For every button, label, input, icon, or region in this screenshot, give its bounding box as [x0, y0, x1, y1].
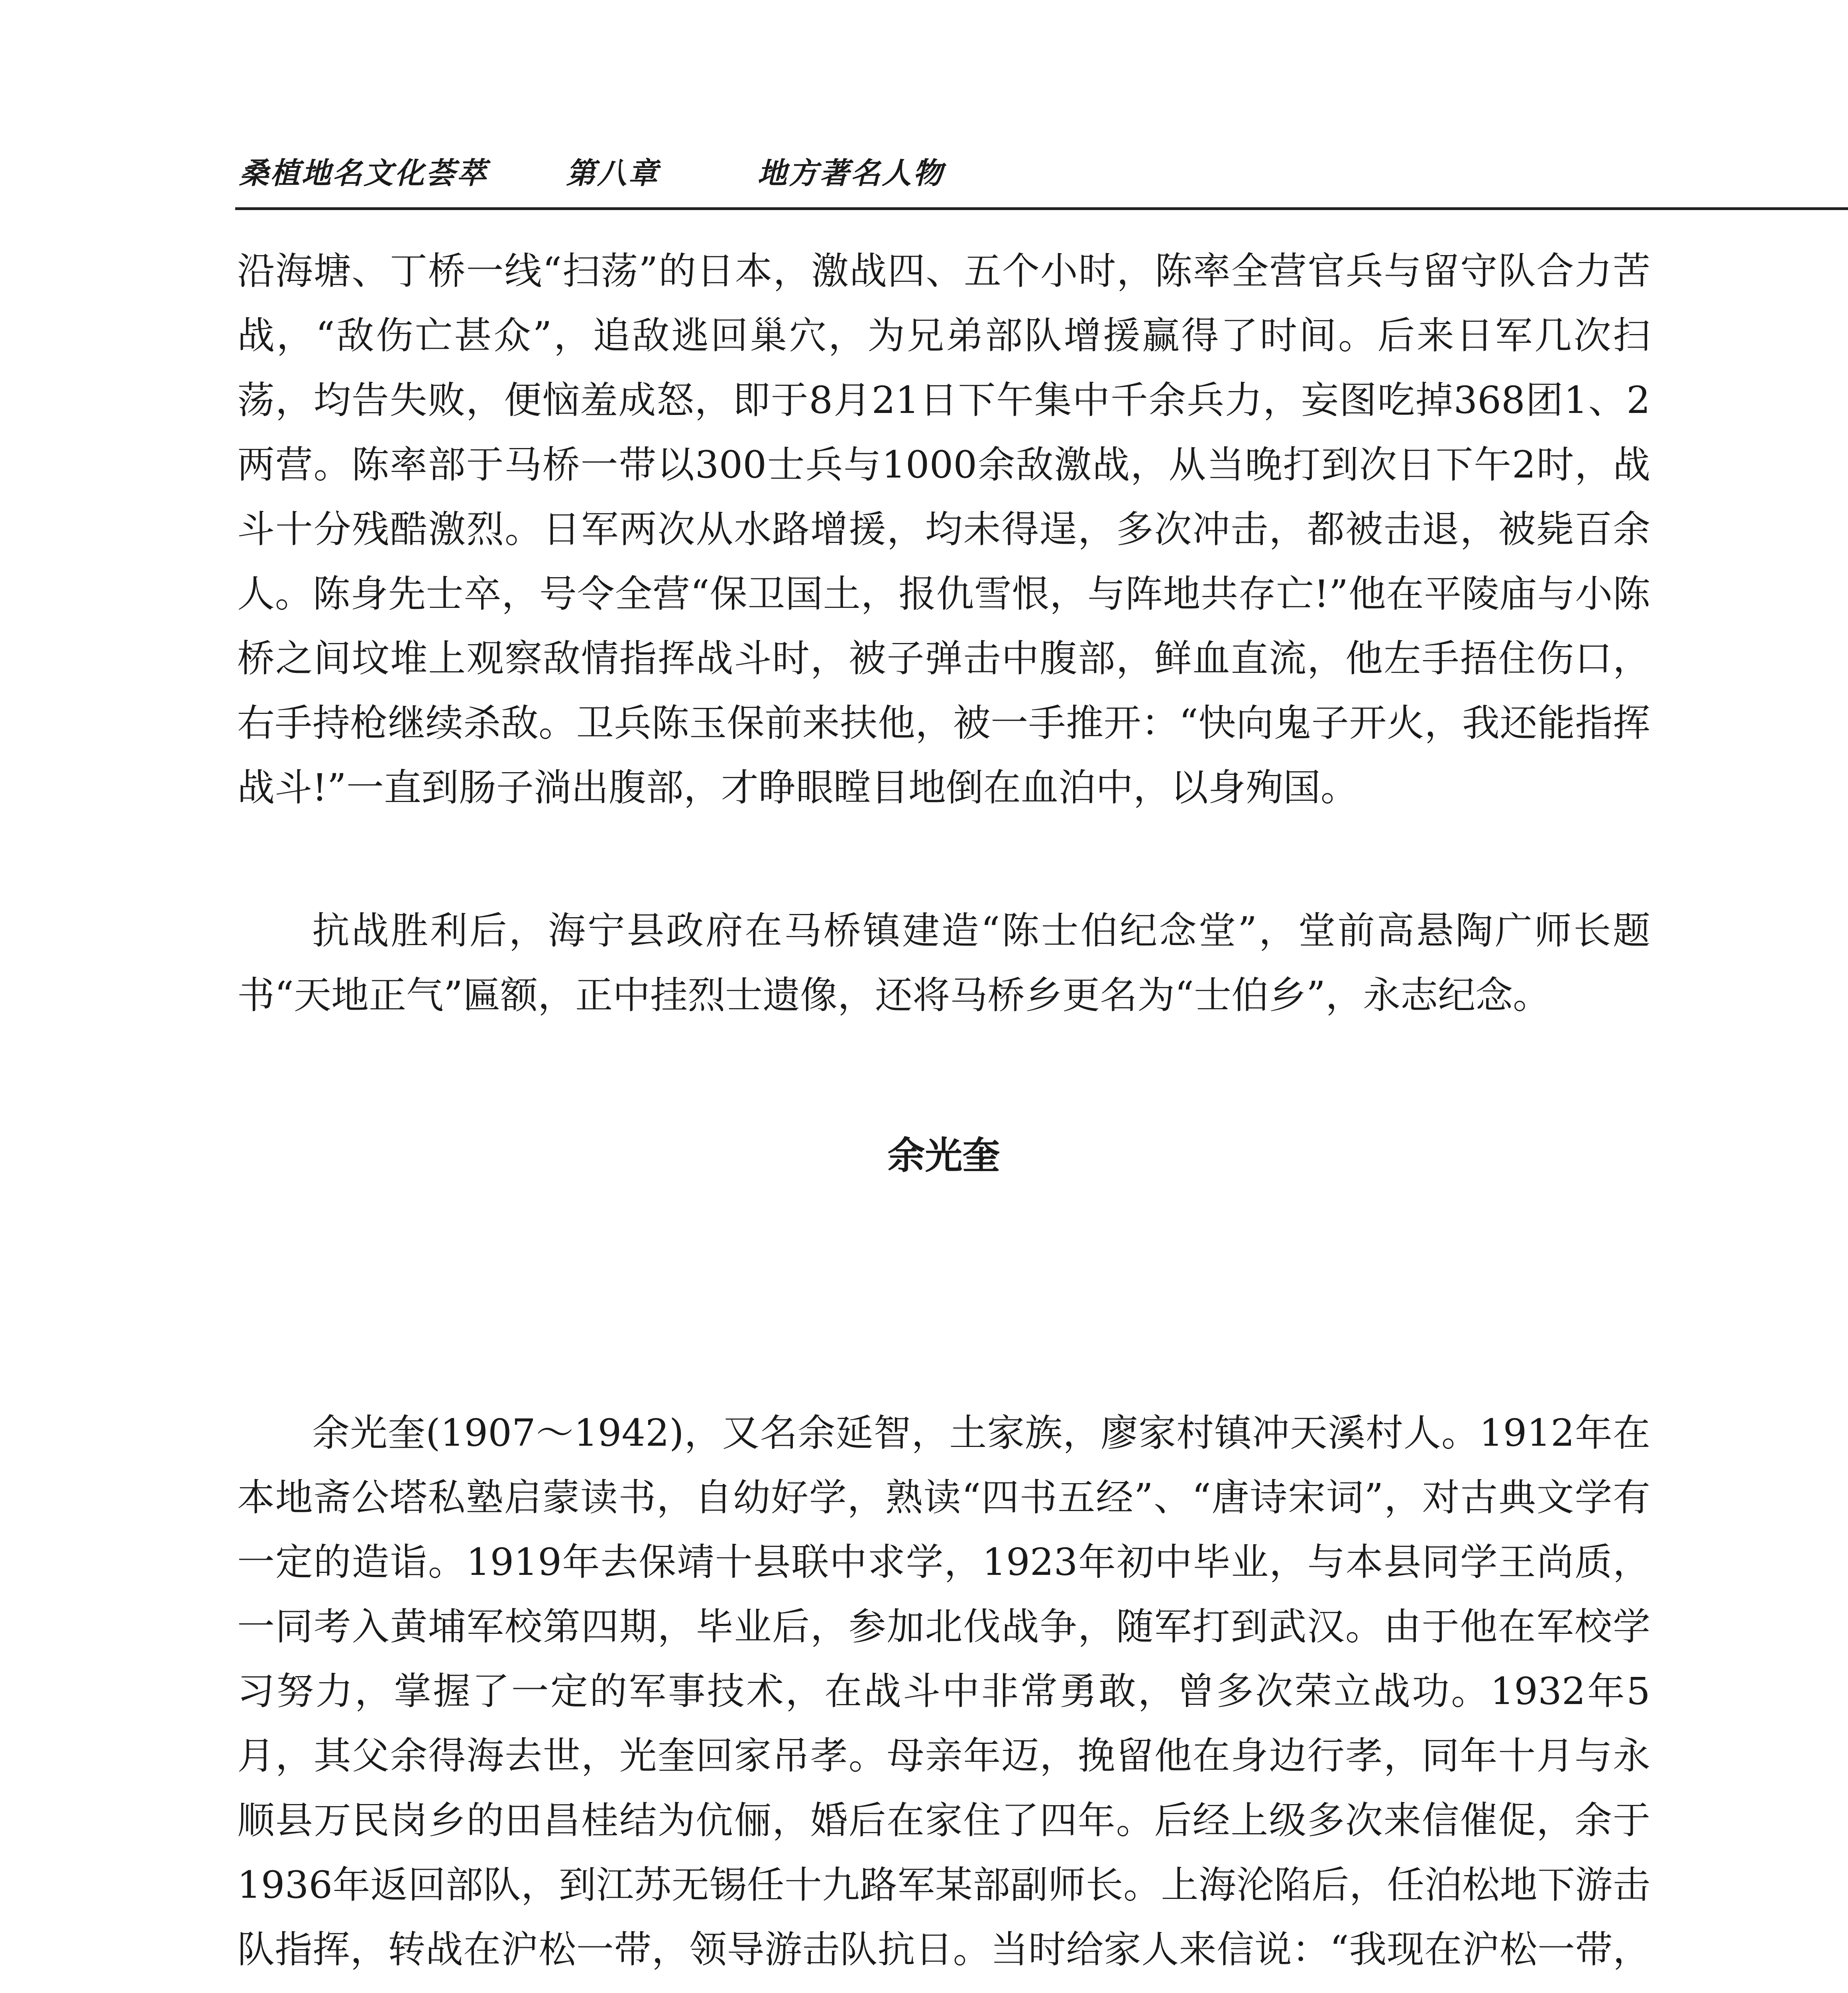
header-chapter: 第八章	[566, 156, 659, 191]
header-divider	[235, 207, 1848, 210]
section-heading: 余光奎	[887, 1134, 1000, 1177]
header-section-title: 地方著名人物	[757, 156, 944, 191]
body-paragraph-biography: 余光奎(1907～1942)，又名余延智，土家族，廖家村镇冲天溪村人。1912年在本地斋公塔私塾启蒙读书，自幼好学，熟读“四书五经”、“唐诗宋词”，对古典文学有一定的造诣。1919年去保靖十县联中求学，1923年初中毕业，与本县同学王尚质，一同考入黄埔军校第四期，毕业后，参加北伐战争，随军打到武汉。由于他在军校学习努力，掌握了一定的军事技术，在战斗中非常勇敢，曾多次荣立战功。1932年5月，其父余得海去世，光奎回家吊孝。母亲年迈，挽留他在身边行孝，同年十月与永顺县万民岗乡的田昌桂结为伉俪，婚后在家住了四年。后经上级多次来信催促，余于1936年返回部队，到江苏无锡任十九路军某部副师长。上海沦陷后，任泊松地下游击队指挥，转战在沪松一带，领导游击队抗日。当时给家人来信说：“我现在沪松一带，	[237, 1411, 1650, 1971]
header-book-title: 桑植地名文化荟萃	[239, 156, 488, 191]
body-paragraph-memorial: 抗战胜利后，海宁县政府在马桥镇建造“陈士伯纪念堂”，堂前高悬陶广师长题书“天地正气”匾额，正中挂烈士遗像，还将马桥乡更名为“士伯乡”，永志纪念。	[237, 909, 1650, 1017]
body-paragraph-continued: 沿海塘、丁桥一线“扫荡”的日本，激战四、五个小时，陈率全营官兵与留守队合力苦战，“敌伤亡甚众”，追敌逃回巢穴，为兄弟部队增援赢得了时间。后来日军几次扫荡，均告失败，便恼羞成怒，即于8月21日下午集中千余兵力，妄图吃掉368团1、2两营。陈率部于马桥一带以300士兵与1000余敌激战，从当晚打到次日下午2时，战斗十分残酷激烈。日军两次从水路增援，均未得逞，多次冲击，都被击退，被毙百余人。陈身先士卒，号令全营“保卫国土，报仇雪恨，与阵地共存亡!”他在平陵庙与小陈桥之间坟堆上观察敌情指挥战斗时，被子弹击中腹部，鲜血直流，他左手捂住伤口，右手持枪继续杀敌。卫兵陈玉保前来扶他，被一手推开：“快向鬼子开火，我还能指挥战斗!”一直到肠子淌出腹部，才睁眼瞠目地倒在血泊中，以身殉国。	[237, 250, 1650, 810]
running-header	[239, 153, 1674, 193]
